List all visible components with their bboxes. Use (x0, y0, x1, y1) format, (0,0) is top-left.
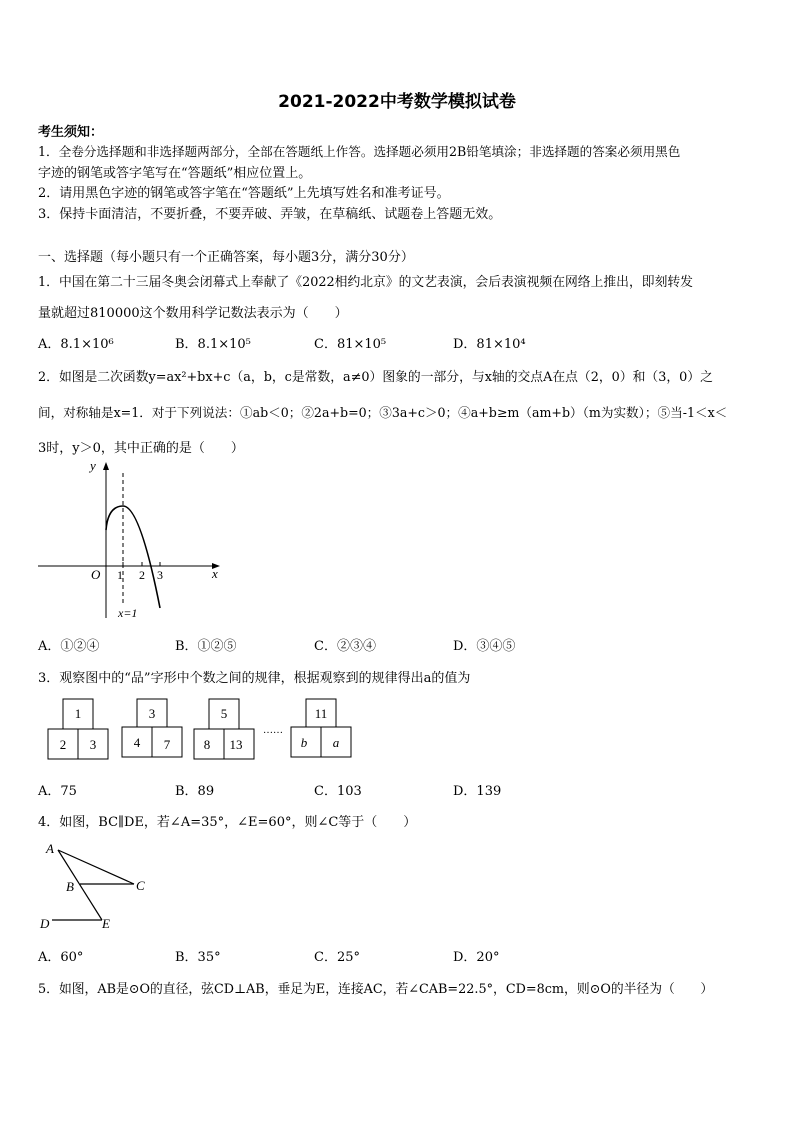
q2-text-line-1: 2．如图是二次函数y=ax²+bx+c（a，b，c是常数，a≠0）图象的一部分，与x轴的交点A在点（2，0）和（3，0）之 (38, 370, 713, 385)
q2-option-c: C．②③④ (314, 639, 376, 654)
q4-text-line-1: 4．如图，BC∥DE，若∠A=35°，∠E=60°，则∠C等于（ ） (38, 815, 417, 830)
pin-ellipsis: …… (263, 725, 283, 736)
y-axis-arrow (103, 462, 109, 470)
pin-3-top: 5 (220, 706, 228, 721)
y-label: y (90, 458, 96, 473)
q4-option-c: C．25° (314, 950, 360, 965)
pin-3-left: 8 (203, 737, 211, 752)
notice-line-1b: 字迹的钢笔或答字笔写在“答题纸”相应位置上。 (38, 166, 312, 181)
point-e-label: E (102, 916, 110, 931)
notice-line-3: 3．保持卡面清洁，不要折叠，不要弄破、弄皱，在草稿纸、试题卷上答题无效。 (38, 207, 502, 222)
section-heading: 一、选择题（每小题只有一个正确答案，每小题3分，满分30分） (38, 250, 414, 265)
line-ae (58, 850, 102, 920)
q4-option-a: A．60° (38, 950, 84, 965)
pin-2-top: 3 (148, 706, 156, 721)
q4-option-d: D．20° (453, 950, 500, 965)
q4-option-b: B．35° (175, 950, 221, 965)
notice-line-1: 1．全卷分选择题和非选择题两部分，全部在答题纸上作答。选择题必须用2B铅笔填涂；非选择题的答案必须用黑色 (38, 144, 681, 159)
q4-triangle-figure (36, 838, 156, 934)
origin-label: O (91, 567, 101, 582)
tick-3-label: 3 (157, 568, 163, 582)
parabola-curve (106, 506, 160, 608)
pin-1-top: 1 (74, 706, 82, 721)
pin-4-top: 11 (314, 706, 328, 721)
tick-1-label: 1 (117, 568, 123, 582)
pin-2-left: 4 (133, 735, 141, 750)
point-d-label: D (40, 916, 50, 931)
q2-option-a: A．①②④ (38, 639, 100, 654)
notice-line-2: 2．请用黑色字迹的钢笔或答字笔在“答题纸”上先填写姓名和准考证号。 (38, 186, 450, 201)
pin-3-right: 13 (229, 737, 243, 752)
q2-option-b: B．①②⑤ (175, 639, 237, 654)
pin-2-right: 7 (163, 737, 171, 752)
page-title: 2021-2022中考数学模拟试卷 (278, 92, 516, 112)
q3-option-b: B．89 (175, 784, 215, 799)
q1-option-a: A．8.1×10⁶ (38, 337, 114, 352)
q5-text-line-1: 5．如图，AB是⊙O的直径，弦CD⊥AB，垂足为E，连接AC，若∠CAB=22.5°，CD=8cm，则⊙O的半径为（ ） (38, 982, 714, 997)
tick-2-label: 2 (139, 568, 145, 582)
q1-option-c: C．81×10⁵ (314, 337, 387, 352)
pin-1-left: 2 (59, 737, 67, 752)
q1-option-d: D．81×10⁴ (453, 337, 526, 352)
q2-text-line-2: 间，对称轴是x=1．对于下列说法：①ab＜0；②2a+b=0；③3a+c＞0；④a+b≥m（am+b）（m为实数）；⑤当-1＜x＜ (38, 405, 728, 420)
q1-text-line-2: 量就超过810000这个数用科学记数法表示为（ ） (38, 306, 348, 321)
q3-option-a: A．75 (38, 784, 77, 799)
q1-text-line-1: 1．中国在第二十三届冬奥会闭幕式上奉献了《2022相约北京》的文艺表演，会后表演视频在网络上推出，即刻转发 (38, 275, 693, 290)
q2-option-d: D．③④⑤ (453, 639, 516, 654)
q3-option-d: D．139 (453, 784, 502, 799)
q3-pin-figure (46, 698, 366, 760)
pin-4-right: a (332, 735, 340, 750)
notice-heading: 考生须知： (38, 125, 104, 140)
q2-text-line-3: 3时，y＞0，其中正确的是（ ） (38, 441, 244, 456)
point-a-label: A (46, 841, 54, 856)
axis-label: x=1 (118, 606, 138, 620)
pin-4-left: b (300, 735, 308, 750)
q3-text-line-1: 3．观察图中的“品”字形中个数之间的规律，根据观察到的规律得出a的值为 (38, 671, 471, 686)
pin-1-right: 3 (89, 737, 97, 752)
q3-option-c: C．103 (314, 784, 362, 799)
q1-option-b: B．8.1×10⁵ (175, 337, 251, 352)
point-b-label: B (66, 879, 74, 894)
x-label: x (212, 566, 218, 581)
point-c-label: C (136, 878, 145, 893)
q2-parabola-graph (36, 458, 226, 626)
